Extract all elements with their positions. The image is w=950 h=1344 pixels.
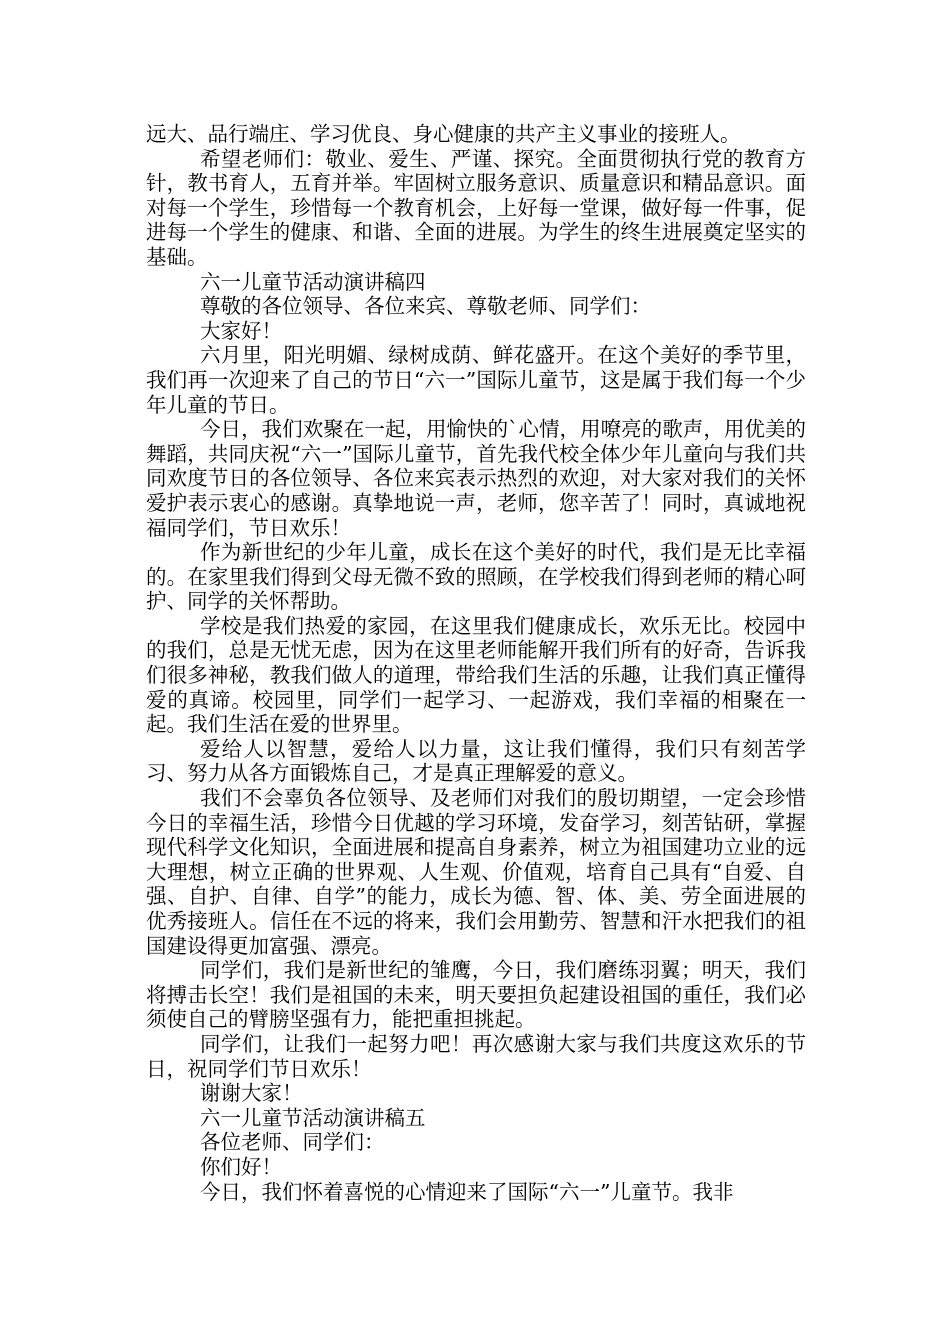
closing-thanks: 谢谢大家！: [200, 1081, 303, 1106]
greeting: 大家好！: [200, 318, 282, 343]
paragraph-hope-teachers: 希望老师们：敬业、爱生、严谨、探究。全面贯彻执行党的教育方针，教书育人，五育并举。牢固树立服务意识、质量意识和精品意识。面对每一个学生，珍惜每一个教育机会，上好每一堂课，做好每一件事，促进每一个学生的健康、和谐、全面的进展。为学生的终生进展奠定坚实的基础。: [146, 146, 806, 269]
paragraph-continuation: 远大、品行端庄、学习优良、身心健康的共产主义事业的接班人。: [146, 122, 741, 146]
paragraph-expectations: 我们不会辜负各位领导、及老师们对我们的殷切期望，一定会珍惜今日的幸福生活，珍惜今日优越的学习环境，发奋学习，刻苦钻研，掌握现代科学文化知识，全面进展和提高自身素养，树立为祖国建功立业的远大理想，树立正确的世界观、人生观、价值观，培育自己具有“自爱、自强、自护、自律、自学”的能力，成长为德、智、体、美、劳全面进展的优秀接班人。信任在不远的将来，我们会用勤劳、智慧和汗水把我们的祖国建设得更加富强、漂亮。: [146, 786, 806, 958]
section-heading-speech-five: 六一儿童节活动演讲稿五: [200, 1105, 426, 1130]
paragraph-today-joy: 今日，我们怀着喜悦的心情迎来了国际“六一”儿童节。我非: [200, 1179, 734, 1204]
paragraph-school-home: 学校是我们热爱的家园，在这里我们健康成长，欢乐无比。校园中的我们，总是无忧无虑，因为在这里老师能解开我们所有的好奇，告诉我们很多神秘，教我们做人的道理，带给我们生活的乐趣，让我们真正懂得爱的真谛。校园里，同学们一起学习、一起游戏，我们幸福的相聚在一起。我们生活在爱的世界里。: [146, 613, 806, 737]
document-page: [146, 122, 806, 1204]
salutation-two: 各位老师、同学们：: [200, 1130, 385, 1155]
paragraph-new-century: 作为新世纪的少年儿童，成长在这个美好的时代，我们是无比幸福的。在家里我们得到父母无微不致的照顾，在学校我们得到老师的精心呵护、同学的关怀帮助。: [146, 540, 806, 614]
paragraph-june: 六月里，阳光明媚、绿树成荫、鲜花盛开。在这个美好的季节里，我们再一次迎来了自己的节日“六一”国际儿童节，这是属于我们每一个少年儿童的节日。: [146, 343, 806, 417]
section-heading-speech-four: 六一儿童节活动演讲稿四: [200, 269, 426, 294]
paragraph-young-eagles: 同学们，我们是新世纪的雏鹰，今日，我们磨练羽翼；明天，我们将搏击长空！我们是祖国的未来，明天要担负起建设祖国的重任，我们必须使自己的臂膀坚强有力，能把重担挑起。: [146, 958, 806, 1032]
greeting-two: 你们好！: [200, 1154, 282, 1179]
paragraph-work-together: 同学们，让我们一起努力吧！再次感谢大家与我们共度这欢乐的节日，祝同学们节日欢乐！: [146, 1031, 806, 1081]
salutation: 尊敬的各位领导、各位来宾、尊敬老师、同学们：: [200, 294, 651, 319]
paragraph-love-wisdom: 爱给人以智慧，爱给人以力量，这让我们懂得，我们只有刻苦学习、努力从各方面锻炼自己，才是真正理解爱的意义。: [146, 736, 806, 786]
paragraph-today: 今日，我们欢聚在一起，用愉快的`心情，用嘹亮的歌声，用优美的舞蹈，共同庆祝“六一”国际儿童节，首先我代校全体少年儿童向与我们共同欢度节日的各位领导、各位来宾表示热烈的欢迎，对大家对我们的关怀爱护表示衷心的感谢。真挚地说一声，老师，您辛苦了！同时，真诚地祝福同学们，节日欢乐！: [146, 417, 806, 540]
